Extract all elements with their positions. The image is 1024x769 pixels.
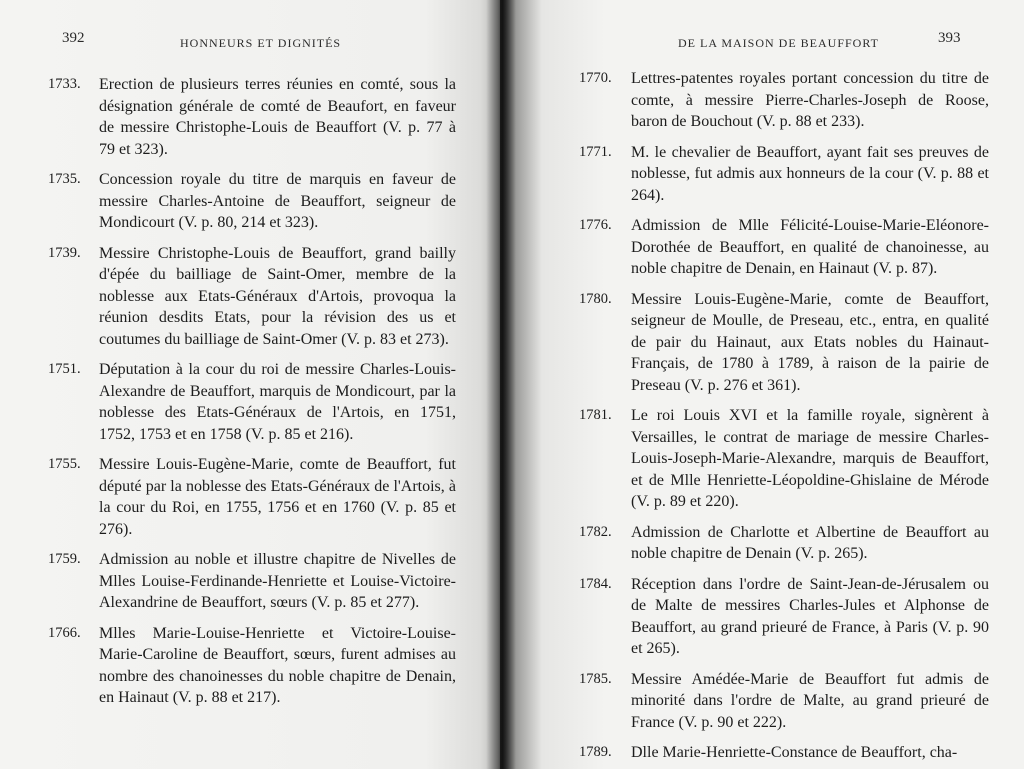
list-item (579, 405, 989, 513)
entry-year: 1780. (579, 290, 612, 307)
entry-year: 1785. (579, 670, 612, 687)
entry-text: Lettres-patentes royales portant concession du titre de comte, à messire Pierre-Charles-Joseph de Roose, baron de Bouchout (V. p. 88 et 233). (631, 70, 989, 130)
entry-text: Messire Louis-Eugène-Marie, comte de Beauffort, seigneur de Moulle, de Preseau, etc., entra, en qualité de pair du Hainaut, aux Etats nobles du Hainaut-Français, de 1780 à 1789, à raison de la pairie de Preseau (V. p. 276 et 361). (631, 290, 989, 394)
entry-year: 1759. (48, 551, 81, 567)
right-page (500, 0, 1024, 769)
list-item (48, 243, 456, 351)
entry-year: 1733. (48, 76, 81, 92)
running-head: DE LA MAISON DE BEAUFFORT (678, 36, 879, 50)
entry-text: Réception dans l'ordre de Saint-Jean-de-Jérusalem ou de Malte de messires Charles-Jules et Alphonse de Beauffort, au grand prieuré de France, à Paris (V. p. 90 et 265). (631, 575, 989, 657)
book-gutter (486, 0, 516, 769)
entry-year: 1782. (579, 523, 612, 540)
left-page (0, 0, 500, 769)
list-item (579, 742, 989, 764)
list-item (48, 549, 456, 614)
entry-year: 1781. (579, 407, 612, 423)
list-item (48, 359, 456, 445)
running-head: HONNEURS ET DIGNITÉS (180, 36, 342, 50)
entry-year: 1789. (579, 744, 612, 760)
entry-year: 1751. (48, 361, 81, 377)
page-number: 393 (938, 30, 961, 46)
entry-text: Mlles Marie-Louise-Henriette et Victoire-Louise-Marie-Caroline de Beauffort, sœurs, furent admises au nombre des chanoinesses du noble chapitre de Denain, en Hainaut (V. p. 88 et 217). (99, 624, 456, 706)
entry-text: Admission au noble et illustre chapitre de Nivelles de Mlles Louise-Ferdinande-Henriette et Louise-Victoire-Alexandrine de Beauffort, sœurs (V. p. 85 et 277). (99, 551, 456, 611)
entry-year: 1776. (579, 217, 612, 233)
list-item (48, 454, 456, 540)
entry-text: Dlle Marie-Henriette-Constance de Beauffort, cha- (631, 744, 958, 761)
list-item (579, 669, 989, 734)
entry-text: M. le chevalier de Beauffort, ayant fait ses preuves de noblesse, fut admis aux honneurs de la cour (V. p. 88 et 264). (631, 143, 989, 204)
entry-text: Députation à la cour du roi de messire Charles-Louis-Alexandre de Beauffort, marquis de Mondicourt, par la noblesse des Etats-Généraux de l'Artois, en 1751, 1752, 1753 et en 1758 (V. p. 85 et 216). (99, 361, 456, 443)
entry-text: Messire Christophe-Louis de Beauffort, grand bailly d'épée du bailliage de Saint-Omer, membre de la noblesse aux Etats-Généraux d'Artois, provoqua la réunion desdits Etats, pour la révision des us et coutumes du bailliage de Saint-Omer (V. p. 83 et 273). (99, 244, 456, 348)
entry-year: 1770. (579, 70, 612, 86)
list-item (579, 574, 989, 660)
entry-year: 1755. (48, 456, 81, 472)
entry-list (48, 74, 456, 718)
entry-text: Le roi Louis XVI et la famille royale, signèrent à Versailles, le contrat de mariage de messire Charles-Louis-Joseph-Marie-Alexandre, marquis de Beauffort, et de Mlle Henriette-Léopoldine-Ghislaine de Mérode (V. p. 89 et 220). (631, 407, 989, 510)
entry-text: Admission de Mlle Félicité-Louise-Marie-Eléonore-Dorothée de Beauffort, en qualité de chanoinesse, au noble chapitre de Denain, en Hainaut (V. p. 87). (631, 217, 989, 277)
list-item (579, 68, 989, 133)
entry-year: 1735. (48, 171, 81, 187)
entry-text: Messire Louis-Eugène-Marie, comte de Beauffort, fut député par la noblesse des Etats-Généraux de l'Artois, à la cour du Roi, en 1755, 1756 et en 1760 (V. p. 85 et 276). (99, 456, 456, 538)
entry-text: Erection de plusieurs terres réunies en comté, sous la désignation générale de comté de Beaufort, en faveur de messire Christophe-Louis de Beauffort (V. p. 77 à 79 et 323). (99, 76, 456, 158)
list-item (48, 74, 456, 160)
page-number: 392 (62, 30, 85, 46)
list-item (579, 289, 989, 397)
entry-text: Admission de Charlotte et Albertine de Beauffort au noble chapitre de Denain (V. p. 265). (631, 523, 989, 562)
list-item (579, 215, 989, 280)
entry-text: Concession royale du titre de marquis en faveur de messire Charles-Antoine de Beauffort, seigneur de Mondicourt (V. p. 80, 214 et 323). (99, 171, 456, 231)
list-item (579, 142, 989, 207)
entry-year: 1766. (48, 624, 81, 641)
list-item (579, 522, 989, 565)
entry-list (579, 68, 989, 769)
list-item (48, 169, 456, 234)
entry-year: 1784. (579, 575, 612, 592)
entry-year: 1771. (579, 143, 612, 160)
entry-year: 1739. (48, 244, 81, 261)
entry-text: Messire Amédée-Marie de Beauffort fut admis de minorité dans l'ordre de Malte, au grand prieuré de France (V. p. 90 et 222). (631, 670, 989, 731)
list-item (48, 623, 456, 709)
